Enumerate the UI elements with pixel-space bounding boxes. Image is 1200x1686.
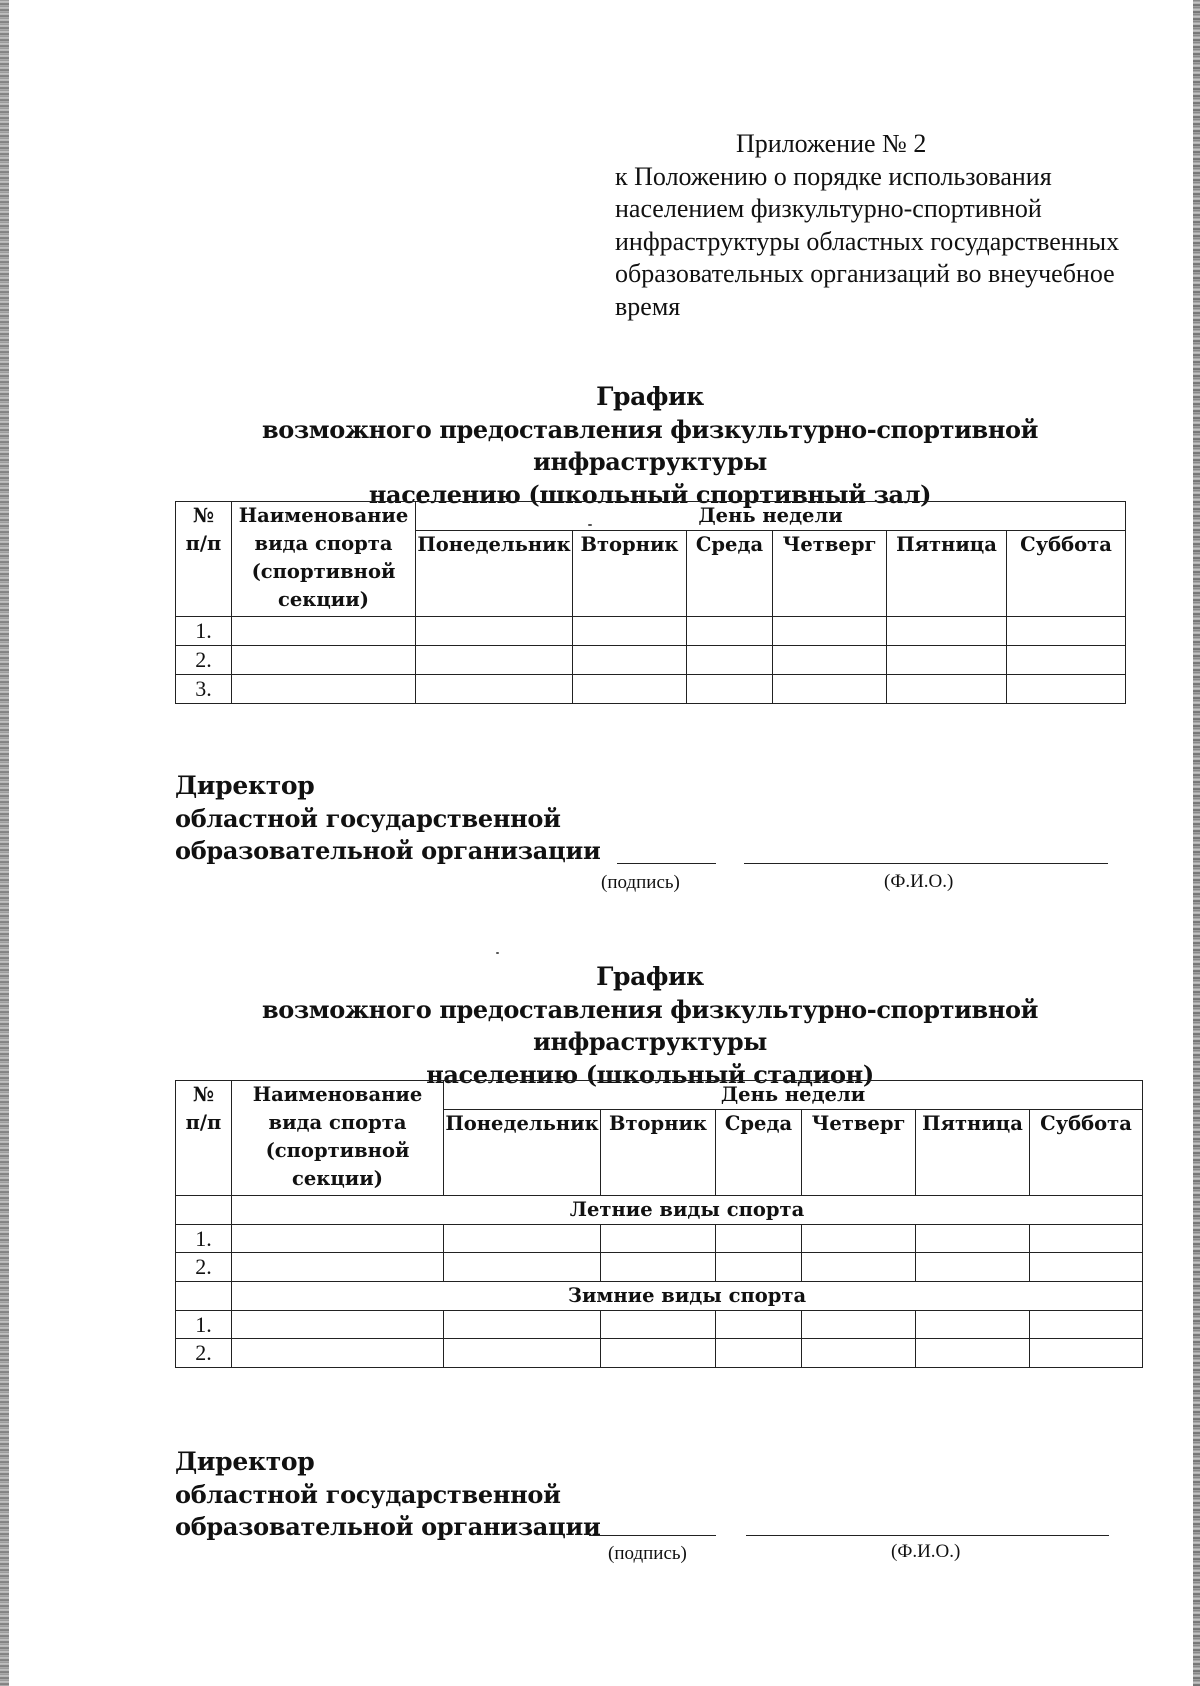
table-row (176, 1225, 1143, 1253)
cell-empty (232, 646, 416, 675)
header-day-friday: Пятница (916, 1110, 1030, 1196)
header-day-tuesday: Вторник (573, 531, 687, 617)
header-name-line: вида спорта (254, 532, 393, 555)
header-num (176, 502, 232, 617)
header-week-day: День недели (416, 502, 1126, 531)
table-row (176, 646, 1126, 675)
header-day-wednesday: Среда (687, 531, 773, 617)
signature-line (617, 863, 716, 864)
header-name-line: секции) (278, 588, 369, 611)
signature-caption: (подпись) (608, 1543, 687, 1564)
director-line: образовательной организации (175, 1512, 601, 1541)
schedule-2-subtitle-line2: населению (школьный стадион) (426, 1059, 874, 1089)
header-name-line: секции) (292, 1167, 383, 1190)
signature-caption: (подпись) (601, 872, 680, 893)
cell-empty (232, 675, 416, 704)
cell-empty (716, 1253, 802, 1282)
director-block-1 (175, 770, 601, 868)
header-sport-name (232, 1081, 444, 1196)
table-row (176, 675, 1126, 704)
table-row (176, 617, 1126, 646)
cell-empty (444, 1311, 601, 1339)
header-num-line: № (192, 504, 215, 527)
header-day-wednesday: Среда (716, 1110, 802, 1196)
cell-empty (176, 1196, 232, 1225)
cell-empty (416, 675, 573, 704)
director-line: областной государственной (175, 803, 561, 833)
cell-empty (687, 646, 773, 675)
cell-empty (887, 675, 1007, 704)
appendix-line: образовательных организаций во внеучебное (615, 259, 1115, 288)
cell-empty (416, 617, 573, 646)
cell-empty (802, 1339, 916, 1368)
name-caption: (Ф.И.О.) (884, 871, 954, 892)
header-num (176, 1081, 232, 1196)
header-day-thursday: Четверг (802, 1110, 916, 1196)
scan-speck (588, 524, 592, 526)
cell-empty (601, 1225, 716, 1253)
cell-empty (444, 1225, 601, 1253)
cell-empty (573, 617, 687, 646)
cell-empty (176, 1282, 232, 1311)
cell-empty (773, 617, 887, 646)
signature-line (589, 1535, 716, 1536)
cell-empty (573, 646, 687, 675)
schedule-1-table (175, 501, 1126, 704)
header-day-tuesday: Вторник (601, 1110, 716, 1196)
scan-edge-right (1193, 0, 1200, 1686)
cell-empty (916, 1225, 1030, 1253)
cell-empty (232, 1339, 444, 1368)
appendix-line: инфраструктуры областных государственных (615, 226, 1120, 256)
header-num-line: п/п (185, 1111, 222, 1134)
cell-empty (716, 1339, 802, 1368)
scan-speck (496, 952, 499, 954)
header-name-line: (спортивной (265, 1139, 410, 1162)
header-day-friday: Пятница (887, 531, 1007, 617)
name-line (746, 1535, 1109, 1536)
header-day-saturday: Суббота (1007, 531, 1126, 617)
cell-empty (1030, 1311, 1143, 1339)
appendix-line: время (615, 291, 681, 321)
row-number: 3. (176, 675, 232, 704)
header-day-monday: Понедельник (444, 1110, 601, 1196)
cell-empty (232, 1253, 444, 1282)
table-header-row (176, 1081, 1143, 1110)
cell-empty (232, 1225, 444, 1253)
table-header-row (176, 502, 1126, 531)
row-number: 1. (176, 617, 232, 646)
table-row (176, 1339, 1143, 1368)
header-sport-name (232, 502, 416, 617)
cell-empty (232, 617, 416, 646)
cell-empty (1030, 1225, 1143, 1253)
cell-empty (716, 1225, 802, 1253)
cell-empty (687, 617, 773, 646)
header-name-line: (спортивной (251, 560, 396, 583)
header-week-day: День недели (444, 1081, 1143, 1110)
appendix-header (615, 128, 1135, 323)
cell-empty (232, 1311, 444, 1339)
cell-empty (802, 1225, 916, 1253)
cell-empty (1007, 617, 1126, 646)
cell-empty (1030, 1253, 1143, 1282)
cell-empty (1007, 675, 1126, 704)
cell-empty (601, 1253, 716, 1282)
cell-empty (802, 1253, 916, 1282)
cell-empty (887, 646, 1007, 675)
cell-empty (444, 1339, 601, 1368)
header-name-line: вида спорта (268, 1111, 407, 1134)
table-row (176, 1311, 1143, 1339)
schedule-1-subtitle-line2: населению (школьный спортивный зал) (368, 479, 932, 509)
director-title: Директор (175, 1447, 315, 1476)
schedule-2-table (175, 1080, 1143, 1368)
header-name-line: Наименование (238, 504, 409, 527)
cell-empty (601, 1339, 716, 1368)
cell-empty (1030, 1339, 1143, 1368)
cell-empty (573, 675, 687, 704)
row-number: 2. (176, 1253, 232, 1282)
section-label-summer: Летние виды спорта (232, 1196, 1143, 1225)
name-line (744, 863, 1108, 864)
header-num-line: № (192, 1083, 215, 1106)
director-block-2 (175, 1446, 601, 1544)
schedule-1-heading: График (596, 382, 704, 411)
name-caption: (Ф.И.О.) (891, 1541, 961, 1562)
cell-empty (773, 646, 887, 675)
header-day-monday: Понедельник (416, 531, 573, 617)
cell-empty (916, 1339, 1030, 1368)
cell-empty (687, 675, 773, 704)
schedule-1-title (150, 381, 1150, 511)
director-line: областной государственной (175, 1479, 561, 1509)
director-line: образовательной организации (175, 836, 601, 865)
cell-empty (716, 1311, 802, 1339)
schedule-2-heading: График (596, 962, 704, 991)
cell-empty (887, 617, 1007, 646)
section-row-winter (176, 1282, 1143, 1311)
row-number: 2. (176, 646, 232, 675)
cell-empty (916, 1311, 1030, 1339)
cell-empty (802, 1311, 916, 1339)
header-day-thursday: Четверг (773, 531, 887, 617)
row-number: 2. (176, 1339, 232, 1368)
cell-empty (916, 1253, 1030, 1282)
cell-empty (416, 646, 573, 675)
schedule-1-subtitle-line1: возможного предоставления физкультурно-спортивной инфраструктуры (261, 414, 1039, 476)
header-day-saturday: Суббота (1030, 1110, 1143, 1196)
header-name-line: Наименование (252, 1083, 423, 1106)
scan-edge-left (0, 0, 9, 1686)
table-row (176, 1253, 1143, 1282)
appendix-line: к Положению о порядке использования (615, 161, 1052, 191)
appendix-line: населением физкультурно-спортивной (615, 194, 1042, 223)
director-title: Директор (175, 771, 315, 800)
row-number: 1. (176, 1311, 232, 1339)
cell-empty (601, 1311, 716, 1339)
section-label-winter: Зимние виды спорта (232, 1282, 1143, 1311)
appendix-number: Приложение № 2 (736, 129, 927, 158)
header-num-line: п/п (185, 532, 222, 555)
cell-empty (773, 675, 887, 704)
section-row-summer (176, 1196, 1143, 1225)
schedule-2-subtitle-line1: возможного предоставления физкультурно-спортивной инфраструктуры (261, 994, 1039, 1056)
schedule-2-title (150, 961, 1150, 1091)
cell-empty (1007, 646, 1126, 675)
cell-empty (444, 1253, 601, 1282)
row-number: 1. (176, 1225, 232, 1253)
